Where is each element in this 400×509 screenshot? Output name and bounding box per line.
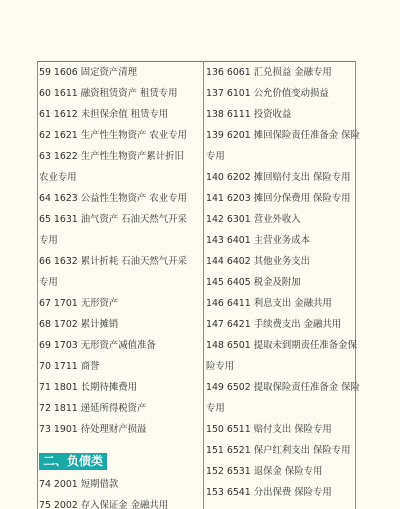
account-line: 72 1811 递延所得税资产	[39, 403, 147, 414]
account-line: 66 1632 累计折耗 石油天然气开采	[39, 256, 187, 267]
account-line: 136 6061 汇兑损益 金融专用	[206, 67, 332, 78]
account-line: 59 1606 固定资产清理	[39, 67, 137, 78]
account-line: 69 1703 无形资产减值准备	[39, 340, 156, 351]
account-line-continuation: 专用	[206, 403, 225, 414]
table-column-divider	[203, 61, 204, 509]
account-line: 142 6301 营业外收入	[206, 214, 301, 225]
account-line: 73 1901 待处理财产损溢	[39, 424, 147, 435]
account-line: 61 1612 未担保余值 租赁专用	[39, 109, 169, 120]
account-line: 74 2001 短期借款	[39, 479, 119, 490]
account-line-continuation: 农业专用	[39, 172, 77, 183]
table-right-border	[355, 61, 356, 509]
account-line: 141 6203 摊回分保费用 保险专用	[206, 193, 351, 204]
account-line: 75 2002 存入保证金 金融共用	[39, 500, 169, 509]
account-line: 139 6201 摊回保险责任准备金 保险	[206, 130, 360, 141]
account-line: 68 1702 累计摊销	[39, 319, 119, 330]
account-line: 149 6502 提取保险责任准备金 保险	[206, 382, 360, 393]
section-heading-liabilities: 二、负债类	[39, 453, 107, 470]
account-line: 147 6421 手续费支出 金融共用	[206, 319, 342, 330]
account-line: 67 1701 无形资产	[39, 298, 119, 309]
account-line: 153 6541 分出保费 保险专用	[206, 487, 332, 498]
account-line: 145 6405 税金及附加	[206, 277, 301, 288]
account-line: 65 1631 油气资产 石油天然气开采	[39, 214, 187, 225]
account-line: 140 6202 摊回赔付支出 保险专用	[206, 172, 351, 183]
account-line-continuation: 专用	[206, 151, 225, 162]
account-line: 60 1611 融资租赁资产 租赁专用	[39, 88, 178, 99]
account-line: 71 1801 长期待摊费用	[39, 382, 137, 393]
table-left-border	[37, 61, 38, 509]
account-line: 148 6501 提取未到期责任准备金保	[206, 340, 357, 351]
account-line: 64 1623 公益性生物资产 农业专用	[39, 193, 187, 204]
account-line-continuation: 专用	[39, 235, 58, 246]
account-line: 137 6101 公允价值变动损益	[206, 88, 329, 99]
account-line: 150 6511 赔付支出 保险专用	[206, 424, 332, 435]
account-line: 152 6531 退保金 保险专用	[206, 466, 323, 477]
account-line: 146 6411 利息支出 金融共用	[206, 298, 332, 309]
account-line: 143 6401 主营业务成本	[206, 235, 310, 246]
account-line: 63 1622 生产性生物资产累计折旧	[39, 151, 184, 162]
account-line-continuation: 专用	[39, 277, 58, 288]
account-line: 144 6402 其他业务支出	[206, 256, 310, 267]
account-line: 138 6111 投资收益	[206, 109, 292, 120]
table-top-border	[37, 61, 355, 62]
account-line-continuation: 险专用	[206, 361, 235, 372]
account-line: 151 6521 保户红利支出 保险专用	[206, 445, 351, 456]
account-line: 62 1621 生产性生物资产 农业专用	[39, 130, 187, 141]
account-line: 70 1711 商誉	[39, 361, 100, 372]
